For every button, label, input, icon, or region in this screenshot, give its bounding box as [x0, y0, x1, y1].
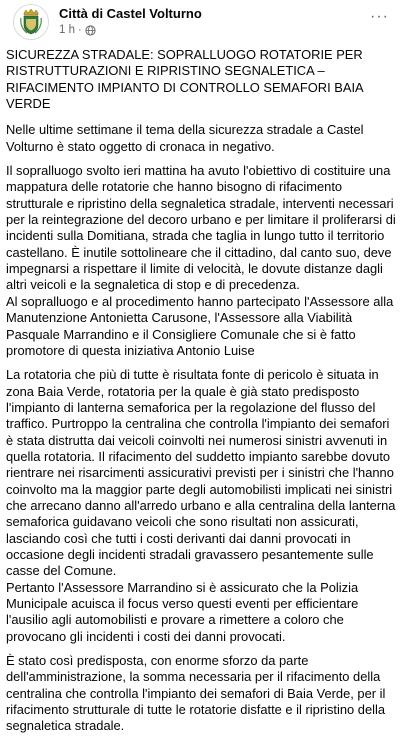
post-time[interactable]: 1 h [59, 24, 75, 36]
meta-separator: · [78, 24, 82, 36]
post-body [6, 47, 396, 743]
page-name-link[interactable]: Città di Castel Volturno [59, 6, 202, 21]
page-avatar[interactable] [13, 4, 49, 40]
post-paragraph-funding: È stato così predisposta, con enorme sforzo da parte dell'amministrazione, la somma necessaria per il rifacimento della centralina che controlla l'impianto dei semafori di Baia Verde, per il rifacimento strutturale di tutte le rotatorie disfatte e il ripristino della segnaletica stradale. [6, 653, 386, 734]
coat-of-arms-icon [14, 5, 48, 39]
globe-icon [85, 25, 96, 36]
post-paragraph-inspection: Il sopralluogo svolto ieri mattina ha avuto l'obiettivo di costituire una mappatura delle rotatorie che hanno bisogno di rifacimento strutturale e ripristino della segnaletica stradale, interventi necessari per la reintegrazione del decoro urbano e per limitare il proliferarsi di incidenti sulla Domitiana, strada che taglia in lungo tutto il territorio castellano. È inutile sottolineare che il cittadino, dal canto suo, deve impegnarsi a rispettare il limite di velocità, le dovute distanze dagli altri veicoli e la segnaletica di stop e di precedenza. Al sopralluogo e al procedimento hanno partecipato l'Assessore alla Manutenzione Antonietta Carusone, l'Assessore alla Viabilità Pasquale Marrandino e il Consigliere Comunale che si è fatto promotore di questa iniziativa Antonio Luise [6, 163, 396, 358]
more-horizontal-icon[interactable]: ··· [370, 8, 389, 25]
post-paragraph-intro: Nelle ultime settimane il tema della sicurezza stradale a Castel Volturno è stato oggetto di cronaca in negativo. [6, 122, 364, 154]
post-meta [59, 24, 96, 36]
post-header [6, 0, 395, 44]
post-title: SICUREZZA STRADALE: SOPRALLUOGO ROTATORIE PER RISTRUTTURAZIONI E RIPRISTINO SEGNALETICA – RIFACIMENTO IMPIANTO DI CONTROLLO SEMAFORI BAIA VERDE [6, 47, 363, 112]
post-paragraph-baia-verde: La rotatoria che più di tutte è risultata fonte di pericolo è situata in zona Baia Verde, rotatoria per la quale è già stato predisposto l'impianto di lanterna semaforica per la regolazione del flusso del traffico. Purtroppo la centralina che controlla l'impianto dei semafori è stata distrutta dai veicoli coinvolti nei numerosi sinistri avvenuti in quella rotatoria. Il rifacimento del suddetto impianto sarebbe dovuto rientrare nei risarcimenti assicurativi previsti per i sinistri che l'hanno coinvolto ma la maggior parte degli automobilisti implicati nei sinistri che arrecano danno all'arredo urbano e alla centralina della lanterna semaforica guidavano veicoli che sono risultati non assicurati, lasciando così che tutti i costi derivanti dai danni provocati in occasione degli incidenti stradali gravassero pesantemente sulle casse del Comune. Pertanto l'Assessore Marrandino si è assicurato che la Polizia Municipale acuisca il focus verso questi eventi per efficientare l'ausilio agli automobilisti e provare a rimettere a coloro che provocano gli incidenti i costi dei danni provocati. [6, 367, 396, 644]
